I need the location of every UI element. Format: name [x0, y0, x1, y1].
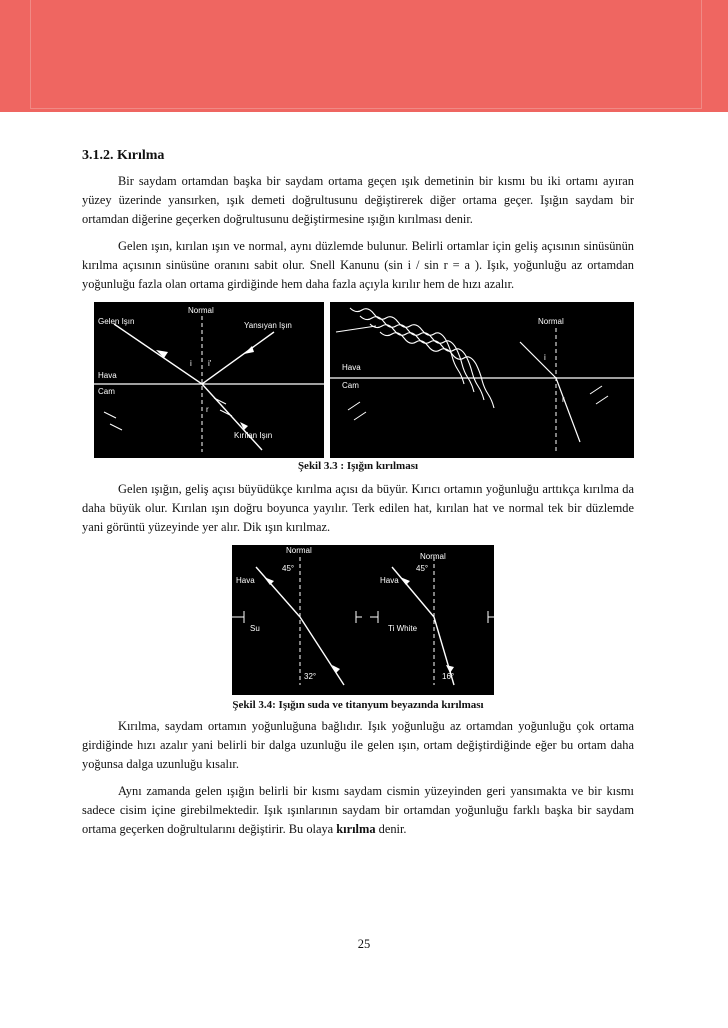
- paragraph-4: Kırılma, saydam ortamın yoğunluğuna bağlıdır. Işık yoğunluğu az ortamdan yoğunluğu çok ortama girdiğinde hızı azalır yani belirli bir dalga uzunluğu ile gelen ışın, ortam değiştirdiğinde eğer bu ortam daha yoğunsa dalga uzunluğu kısalır.: [82, 719, 634, 771]
- keyword-kirilma: kırılma: [336, 822, 376, 836]
- air-label-right: Hava: [342, 363, 361, 372]
- paragraph-2: Gelen ışın, kırılan ışın ve normal, aynı düzlemde bulunur. Belirli ortamlar için geliş açısının sinüsünün kırılma açısının sinüsüne oranını sabit olur. Snell Kanunu (sin i / sin r = a ). Işık, yoğunluğu az ortamdan yoğunluğu fazla olan ortama girdiğinde hem daha fazla açıyla kırılır hem de hızı azalır.: [82, 239, 634, 291]
- normal-label: Normal: [188, 306, 214, 315]
- refraction-angle-water: 32°: [304, 672, 317, 681]
- incidence-angle-label-right: i: [544, 353, 546, 362]
- glass-label: Cam: [98, 387, 115, 396]
- ti-white-label: Ti White: [388, 624, 418, 633]
- refraction-angle-ti: 16°: [442, 672, 455, 681]
- refraction-diagram-right: [330, 302, 634, 458]
- figure-3-4-caption: Şekil 3.4: Işığın suda ve titanyum beyazında kırılması: [232, 699, 484, 711]
- incident-ray-label: Gelen Işın: [98, 317, 135, 326]
- figure-3-3-caption: Şekil 3.3 : Işığın kırılması: [297, 460, 419, 472]
- air-label-ti: Hava: [380, 576, 399, 585]
- normal-label-right: Normal: [538, 317, 564, 326]
- figure-3-4: [82, 545, 634, 711]
- figure-3-3: [82, 302, 634, 472]
- air-label-water: Hava: [236, 576, 255, 585]
- refracted-ray-label: Kırılan Işın: [234, 431, 273, 440]
- glass-label-right: Cam: [342, 381, 359, 390]
- incident-angle-water: 45°: [282, 564, 295, 573]
- paragraph-3: Gelen ışığın, geliş açısı büyüdükçe kırılma açısı da büyür. Kırıcı ortamın yoğunluğu arttıkça kırılma da daha büyük olur. Kırılan ışın doğru boyunca yayılır. Terk edilen hat, kırılan hat ve normal tek bir düzlemde yani görüntü yüzeyinde yer alır. Dik ışın kırılmaz.: [82, 482, 634, 534]
- normal-label-water: Normal: [286, 546, 312, 555]
- paragraph-5: [82, 782, 634, 839]
- water-label: Su: [250, 624, 260, 633]
- incident-angle-ti: 45°: [416, 564, 429, 573]
- header-band: [0, 0, 728, 112]
- air-label: Hava: [98, 371, 117, 380]
- page-content: [82, 148, 634, 847]
- normal-label-ti: Normal: [420, 552, 446, 561]
- refraction-diagram-left: [94, 302, 324, 458]
- reflected-ray-label: Yansıyan Işın: [244, 321, 292, 330]
- page-number: 25: [357, 937, 371, 951]
- refraction-angle-label-right: r: [562, 395, 565, 404]
- paragraph-5-end: denir.: [375, 822, 407, 836]
- refraction-angle-label: r: [206, 405, 209, 414]
- reflection-angle-label: i': [208, 359, 212, 368]
- paragraph-5-text: Aynı zamanda gelen ışığın belirli bir kısmı saydam cismin yüzeyinden geri yansımakta ve bir kısmı sadece cisim içine girebilmektedir. Işık ışınlarının saydam bir ortamdan yoğunluğu farklı başka bir saydam ortama geçerken doğrultularını değiştirir. Bu olaya: [82, 784, 634, 836]
- refraction-water-diagram: [232, 545, 494, 695]
- incidence-angle-label: i: [190, 359, 192, 368]
- paragraph-1: Bir saydam ortamdan başka bir saydam ortama geçen ışık demetinin bir kısmı bu iki ortamı ayıran yüzey üzerinde yansırken, ışık demeti doğrultusunu değiştirerek diğer ortama geçer. Işığın saydam bir ortamdan diğerine geçerken doğrultusunu değiştirmesine ışığın kırılması denir.: [82, 174, 634, 226]
- header-frame: [30, 0, 702, 109]
- section-title: 3.1.2. Kırılma: [82, 148, 165, 163]
